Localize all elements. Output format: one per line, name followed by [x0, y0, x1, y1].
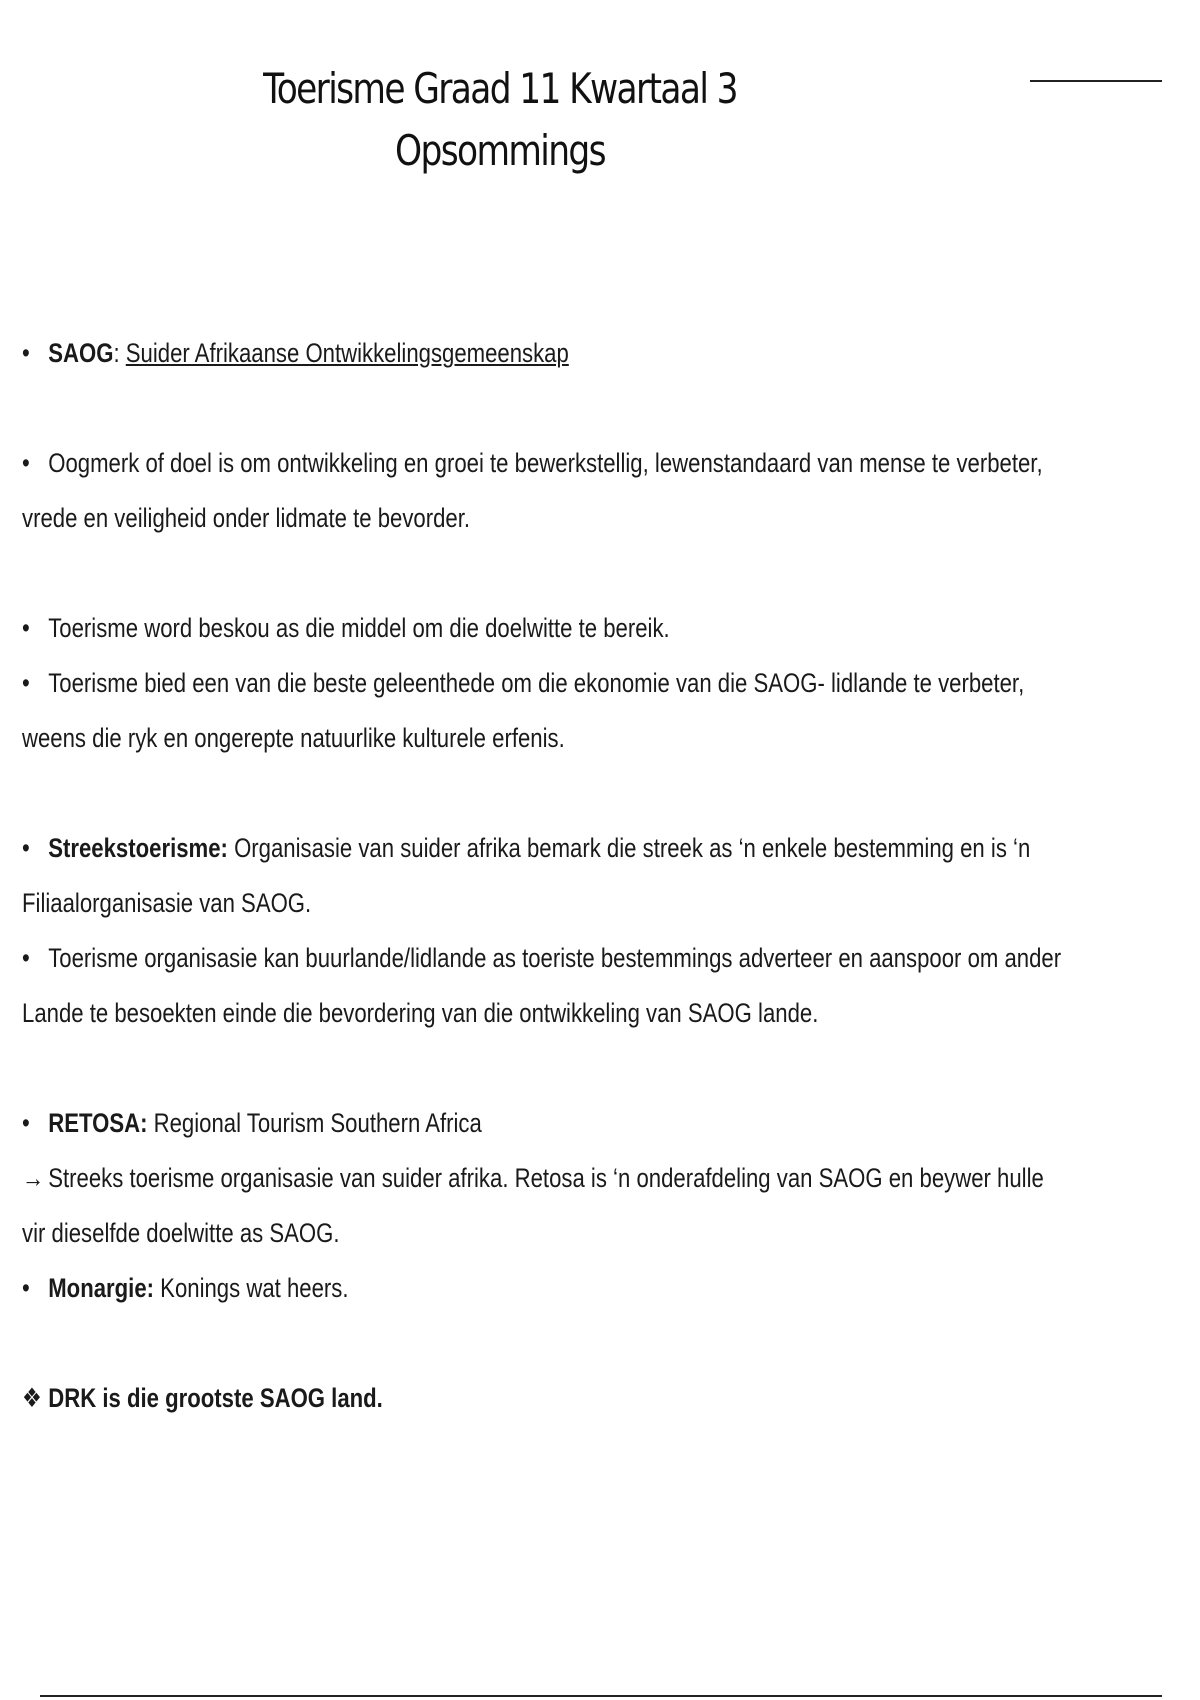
bottom-rule	[40, 1695, 1162, 1697]
retosa-term: RETOSA:	[48, 1108, 148, 1138]
list-item-retosa	[22, 1096, 1055, 1151]
list-item-toerisme-middel	[22, 601, 1055, 656]
list-item-drk	[22, 1371, 1055, 1426]
arrow-right-icon: →	[22, 1163, 45, 1193]
page-title	[90, 58, 910, 182]
list-item-toerisme-bied-cont	[22, 711, 1055, 766]
streek-definition-2: Filiaalorganisasie van SAOG.	[22, 888, 312, 918]
retosa-definition: Regional Tourism Southern Africa	[147, 1108, 482, 1138]
list-item-retosa-desc	[22, 1151, 1055, 1206]
toerisme-middel-text: Toerisme word beskou as die middel om die doelwitte te bereik.	[48, 613, 670, 643]
list-item-monargie	[22, 1261, 1055, 1316]
list-item-retosa-desc-cont	[22, 1206, 1055, 1261]
list-item-organisasie	[22, 931, 1062, 986]
retosa-description-1: Streeks toerisme organisasie van suider afrika. Retosa is ‘n onderafdeling van SAOG en beywer hulle	[48, 1163, 1044, 1193]
list-item-organisasie-cont	[22, 986, 1055, 1041]
retosa-description-2: vir dieselfde doelwitte as SAOG.	[22, 1218, 340, 1248]
organisasie-text-2: Lande te besoekten einde die bevordering van die ontwikkeling van SAOG lande.	[22, 998, 819, 1028]
oogmerk-text-2: vrede en veiligheid onder lidmate te bevorder.	[22, 503, 471, 533]
title-line-2: Opsommings	[395, 126, 605, 175]
bullet-icon: •	[22, 943, 30, 973]
list-item-streekstoerisme-cont	[22, 876, 1055, 931]
drk-text: DRK is die grootste SAOG land.	[48, 1383, 383, 1413]
summary-body	[22, 326, 1062, 1426]
list-item-toerisme-bied	[22, 656, 1055, 711]
bullet-icon: •	[22, 448, 30, 478]
monargie-term: Monargie:	[48, 1273, 155, 1303]
diamond-icon: ❖	[22, 1383, 42, 1413]
list-item-oogmerk-cont	[22, 491, 1055, 546]
saog-separator: :	[113, 338, 126, 368]
organisasie-text-1: Toerisme organisasie kan buurlande/lidlande as toeriste bestemmings adverteer en aanspoor om ander	[48, 943, 1062, 973]
toerisme-bied-text-2: weens die ryk en ongerepte natuurlike kulturele erfenis.	[22, 723, 565, 753]
bullet-icon: •	[22, 833, 30, 863]
streek-definition-1: Organisasie van suider afrika bemark die streek as ‘n enkele bestemming en is ‘n	[227, 833, 1031, 863]
oogmerk-text-1: Oogmerk of doel is om ontwikkeling en groei te bewerkstellig, lewenstandaard van mense te verbeter,	[48, 448, 1043, 478]
saog-term: SAOG	[48, 338, 114, 368]
streek-term: Streekstoerisme:	[48, 833, 228, 863]
list-item-streekstoerisme	[22, 821, 1055, 876]
bullet-icon: •	[22, 1108, 30, 1138]
bullet-icon: •	[22, 338, 30, 368]
title-line-1: Toerisme Graad 11 Kwartaal 3	[263, 64, 737, 113]
bullet-icon: •	[22, 1273, 30, 1303]
top-right-rule	[1030, 80, 1162, 82]
bullet-icon: •	[22, 668, 30, 698]
list-item-saog	[22, 326, 1055, 381]
toerisme-bied-text-1: Toerisme bied een van die beste geleenthede om die ekonomie van die SAOG- lidlande te verbeter,	[48, 668, 1025, 698]
monargie-definition: Konings wat heers.	[154, 1273, 349, 1303]
saog-definition: Suider Afrikaanse Ontwikkelingsgemeenskap	[125, 338, 569, 368]
bullet-icon: •	[22, 613, 30, 643]
list-item-oogmerk	[22, 436, 1055, 491]
